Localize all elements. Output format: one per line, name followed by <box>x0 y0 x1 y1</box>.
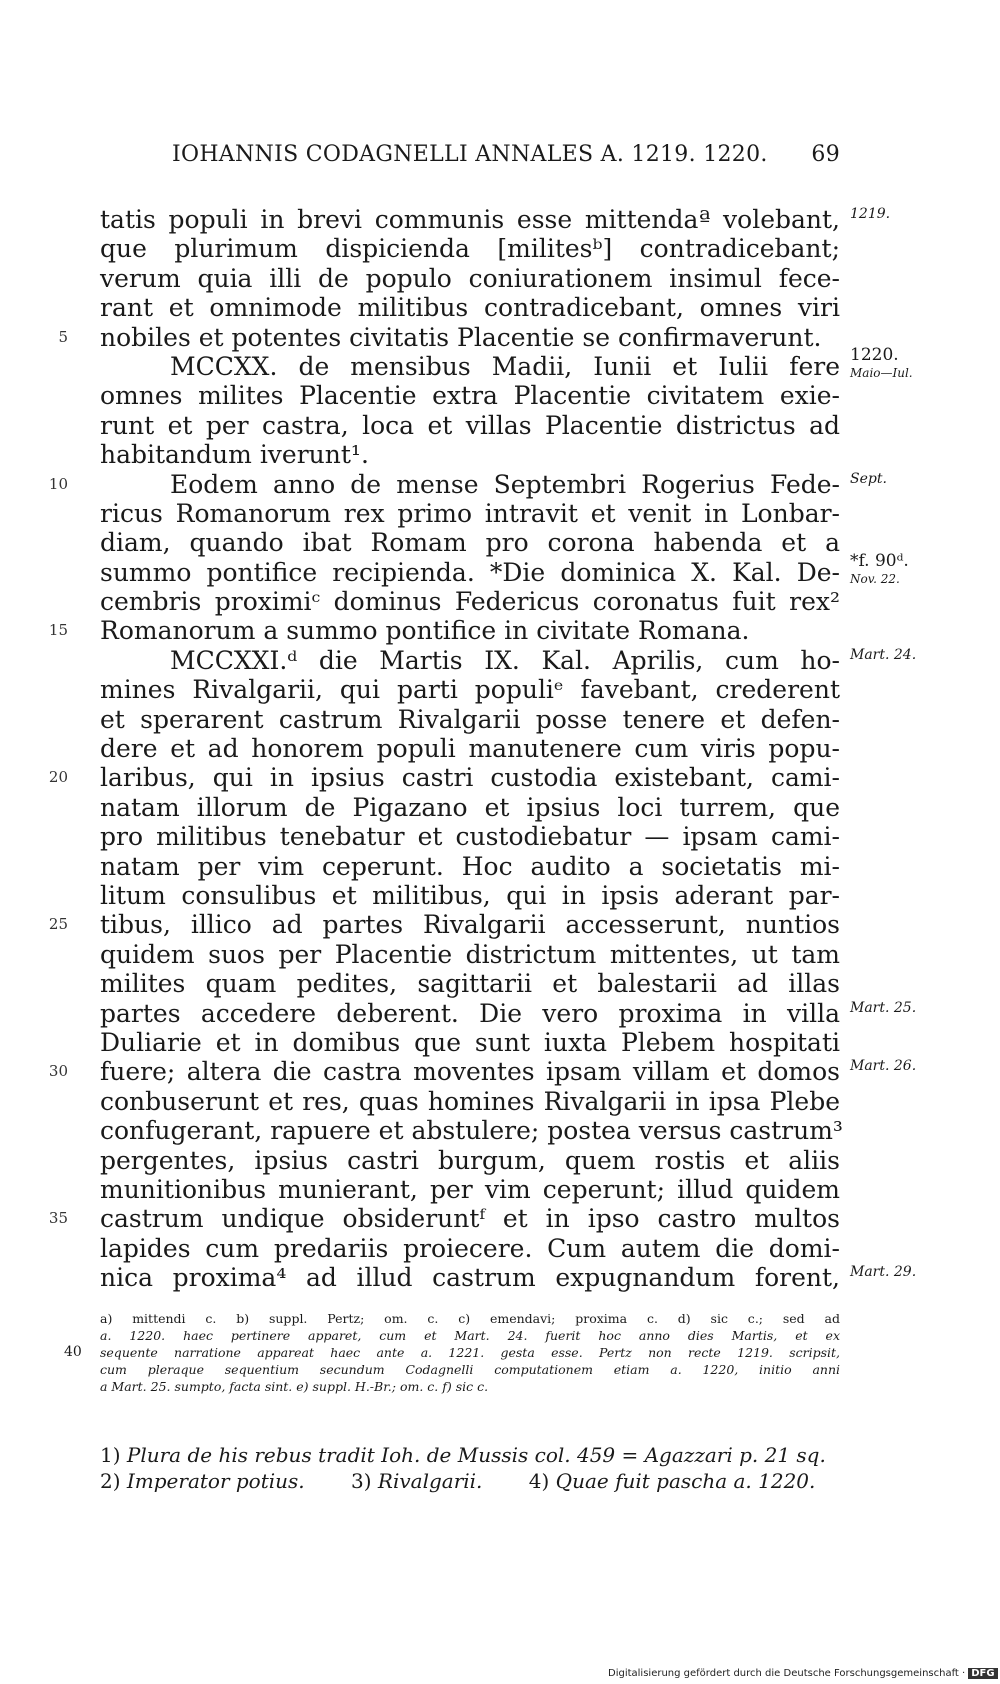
text-line <box>100 344 913 381</box>
line-text: natam per vim ceperunt. Hoc audito a societatis mi- <box>100 851 840 881</box>
line-number: 15 <box>48 621 68 640</box>
text-line <box>48 616 840 646</box>
apparatus-line: sequente narratione appareat haec ante a. 1221. gesta esse. Pertz non recte 1219. scripsit, <box>100 1345 840 1360</box>
line-number: 30 <box>48 1062 68 1081</box>
text-line <box>100 264 840 293</box>
text-line <box>100 940 840 969</box>
text-line <box>100 440 840 469</box>
margin-date-text: Mart. 29. <box>850 1264 917 1281</box>
text-line <box>100 205 891 234</box>
text-line <box>100 381 840 410</box>
line-text: cembris proximiᶜ dominus Federicus coronatus fuit rex² <box>100 587 840 617</box>
text-line <box>100 499 840 528</box>
margin-date-text: Sept. <box>850 470 887 487</box>
line-text: MCCXXI.ᵈ die Martis IX. Kal. Aprilis, cum ho- <box>170 645 840 675</box>
margin-date <box>850 552 960 588</box>
text-line <box>100 793 840 822</box>
text-line <box>100 734 840 763</box>
line-text: Duliarie et in domibus que sunt iuxta Plebem hospitati <box>100 1027 840 1057</box>
text-line <box>100 587 840 616</box>
margin-date <box>850 470 960 488</box>
margin-date <box>850 646 960 664</box>
line-text: milites quam pedites, sagittarii et balestarii ad illas <box>100 969 840 999</box>
margin-date <box>850 1263 960 1281</box>
line-text: MCCXX. de mensibus Madii, Iunii et Iulii fere <box>170 351 840 381</box>
line-text: diam, quando ibat Romam pro corona habenda et a <box>100 528 840 558</box>
line-text: rant et omnimode militibus contradicebant, omnes viri <box>100 293 840 323</box>
line-text: castrum undique obsideruntᶠ et in ipso castro multos <box>100 1204 840 1234</box>
line-number: 10 <box>48 474 68 493</box>
footnote-row <box>100 1442 840 1468</box>
footnote-number: 1) <box>100 1443 121 1467</box>
apparatus-line: a Mart. 25. sumpto, facta sint. e) suppl. H.-Br.; om. c. f) sic c. <box>100 1379 489 1394</box>
apparatus-line: cum pleraque sequentium secundum Codagnelli computationem etiam a. 1220, initio anni <box>100 1362 840 1377</box>
line-text: Romanorum a summo pontifice in civitate Romana. <box>100 616 750 646</box>
margin-date-text: 1220. <box>850 344 899 365</box>
margin-date-sub: Nov. 22. <box>850 571 900 586</box>
footnote-text: Quae fuit pascha a. 1220. <box>555 1469 816 1493</box>
line-text: nobiles et potentes civitatis Placentie se confirmaverunt. <box>100 322 822 352</box>
text-line <box>100 528 840 557</box>
text-line <box>100 1175 840 1204</box>
line-text: dere et ad honorem populi manutenere cum viris popu- <box>100 734 840 764</box>
margin-date <box>850 999 960 1017</box>
text-line <box>100 998 917 1028</box>
line-text: tatis populi in brevi communis esse mittendaª volebant, <box>100 205 840 234</box>
page-number: 69 <box>811 142 840 167</box>
line-text: natam illorum de Pigazano et ipsius loci turrem, que <box>100 792 840 822</box>
apparatus-line: a. 1220. haec pertinere apparet, cum et Mart. 24. fuerit hoc anno dies Martis, et ex <box>100 1328 840 1343</box>
critical-apparatus <box>64 1310 840 1395</box>
text-line <box>100 550 909 587</box>
text-line <box>100 293 840 322</box>
line-text: conbuserunt et res, quas homines Rivalgarii in ipsa Plebe <box>100 1086 840 1116</box>
line-text: confugerant, rapuere et abstulere; postea versus castrum³ <box>100 1116 843 1146</box>
margin-date-text: Mart. 26. <box>850 1058 917 1075</box>
running-title: IOHANNIS CODAGNELLI ANNALES A. 1219. 1220. <box>172 142 768 167</box>
text-line <box>100 1234 840 1263</box>
footnote-number: 3) <box>351 1469 372 1493</box>
footnote-text: Plura de his rebus tradit Ioh. de Mussis col. 459 = Agazzari p. 21 sq. <box>126 1443 826 1467</box>
line-text: que plurimum dispicienda [militesᵇ] contradicebant; <box>100 234 840 264</box>
line-text: omnes milites Placentie extra Placentie civitatem exie- <box>100 381 840 411</box>
line-text: mines Rivalgarii, qui parti populiᵉ favebant, crederent <box>100 675 840 705</box>
line-text: nica proxima⁴ ad illud castrum expugnandum forent, <box>100 1263 840 1293</box>
main-text <box>48 205 917 1293</box>
line-text: verum quia illi de populo coniurationem insimul fece- <box>100 263 840 293</box>
margin-date-text: Mart. 24. <box>850 646 917 663</box>
line-text: summo pontifice recipienda. *Die dominica X. Kal. De- <box>100 557 840 587</box>
footnotes <box>100 1442 840 1494</box>
margin-date-text: *f. 90ᵈ. <box>850 550 909 571</box>
text-line <box>48 763 840 793</box>
text-line <box>100 969 840 998</box>
apparatus-line: a) mittendi c. b) suppl. Pertz; om. c. c) emendavi; proxima c. d) sic c.; sed ad <box>100 1311 840 1326</box>
line-text: munitionibus munierant, per vim ceperunt; illud quidem <box>100 1174 840 1204</box>
text-line <box>100 675 840 704</box>
footnote-row <box>100 1468 840 1494</box>
footnote-number: 2) <box>100 1469 121 1493</box>
footer-text: Digitalisierung gefördert durch die Deutsche Forschungsgemeinschaft · <box>608 1668 966 1679</box>
text-line <box>48 910 840 940</box>
line-text: lapides cum predariis proiecere. Cum autem die domi- <box>100 1233 840 1263</box>
line-text: laribus, qui in ipsius castri custodia existebant, cami- <box>100 763 840 793</box>
line-text: Eodem anno de mense Septembri Rogerius Fede- <box>170 469 840 499</box>
text-line <box>100 705 840 734</box>
text-line <box>100 1146 840 1175</box>
line-text: ricus Romanorum rex primo intravit et venit in Lonbar- <box>100 498 840 528</box>
line-number: 35 <box>48 1209 68 1228</box>
line-number: 5 <box>58 327 68 346</box>
text-line <box>100 1028 840 1057</box>
footnote-text: Rivalgarii. <box>377 1469 483 1493</box>
line-text: pro militibus tenebatur et custodiebatur — ipsam cami- <box>100 822 840 852</box>
line-text: fuere; altera die castra moventes ipsam villam et domos <box>100 1057 840 1087</box>
digitization-footer <box>608 1668 998 1679</box>
line-number: 25 <box>48 915 68 934</box>
text-line <box>100 234 840 263</box>
text-line <box>48 469 887 499</box>
text-line <box>100 852 840 881</box>
line-text: litum consulibus et militibus, qui in ipsis aderant par- <box>100 880 840 910</box>
text-line <box>48 1057 917 1087</box>
line-text: quidem suos per Placentie districtum mittentes, ut tam <box>100 939 840 969</box>
footnote-number: 4) <box>528 1469 550 1493</box>
margin-date-text: 1219. <box>850 206 891 222</box>
line-text: pergentes, ipsius castri burgum, quem rostis et aliis <box>100 1145 840 1175</box>
text-line <box>100 1263 917 1293</box>
text-line <box>58 322 840 352</box>
margin-date-text: Mart. 25. <box>850 999 917 1016</box>
dfg-logo: DFG <box>968 1668 997 1679</box>
margin-date-sub: Maio—Iul. <box>850 365 913 380</box>
text-line <box>100 411 840 440</box>
running-header <box>100 142 840 182</box>
text-line <box>100 1087 840 1116</box>
line-text: et sperarent castrum Rivalgarii posse tenere et defen- <box>100 704 840 734</box>
apparatus-line-number: 40 <box>64 1344 82 1360</box>
line-text: habitandum iverunt¹. <box>100 440 369 470</box>
footnote-text: Imperator potius. <box>126 1469 305 1493</box>
line-number: 20 <box>48 768 68 787</box>
text-line <box>100 645 917 675</box>
line-text: partes accedere deberent. Die vero proxima in villa <box>100 998 840 1028</box>
margin-date <box>850 1057 960 1075</box>
line-text: tibus, illico ad partes Rivalgarii accesserunt, nuntios <box>100 910 840 940</box>
text-line <box>48 1204 840 1234</box>
text-line <box>100 881 840 910</box>
text-line <box>100 822 840 851</box>
line-text: runt et per castra, loca et villas Placentie districtus ad <box>100 410 840 440</box>
margin-date <box>850 346 960 382</box>
margin-date <box>850 205 960 223</box>
text-line <box>100 1116 843 1146</box>
